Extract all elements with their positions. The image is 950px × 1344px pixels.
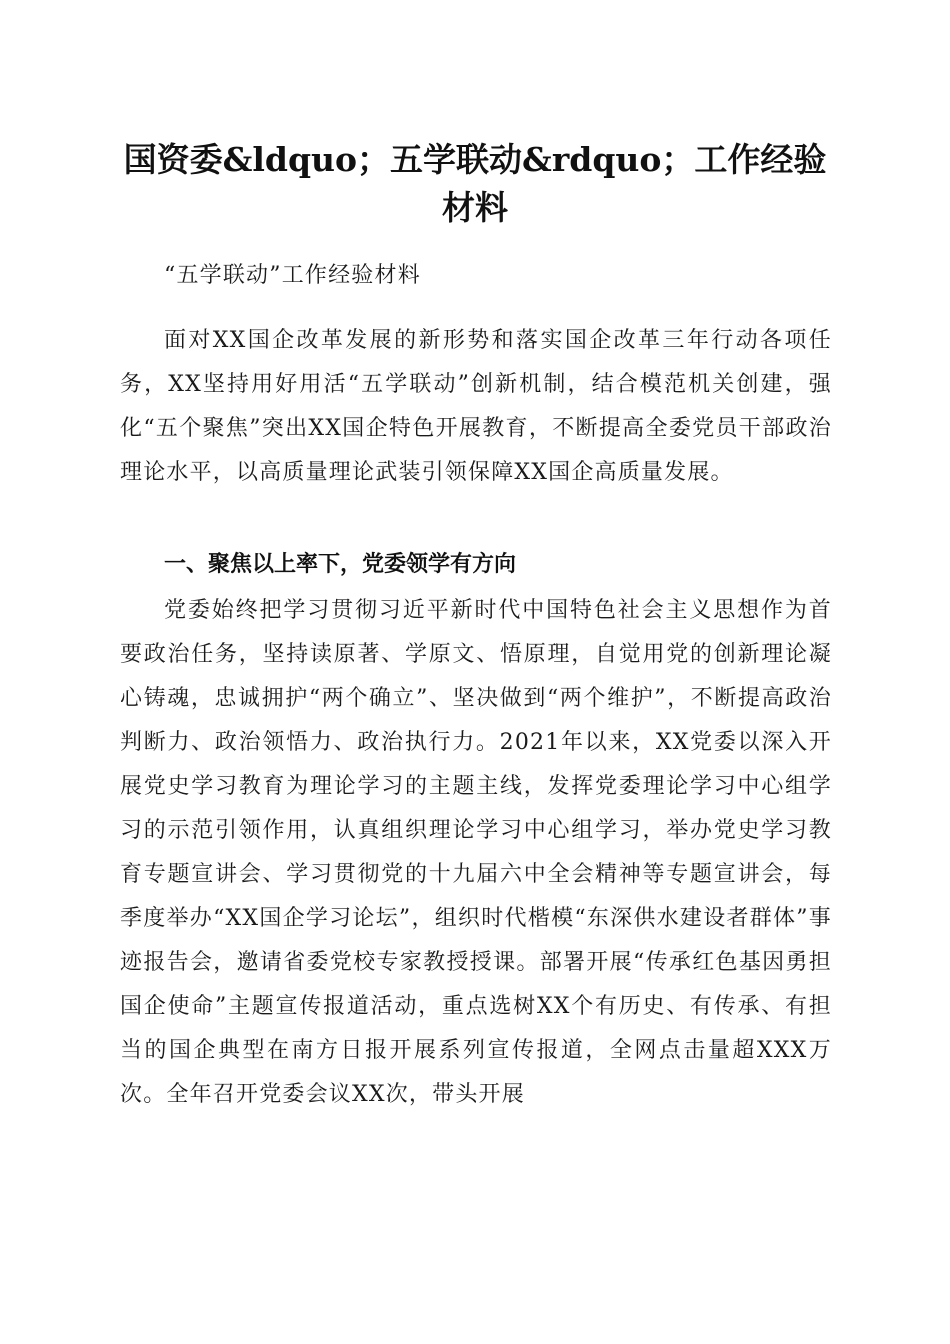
document-title-line-2: 材料: [442, 188, 508, 227]
paragraph-intro: 面对XX国企改革发展的新形势和落实国企改革三年行动各项任务，XX坚持用好用活“五学联动”创新机制，结合模范机关创建，强化“五个聚焦”突出XX国企特色开展教育，不断提高全委党员干部政治理论水平，以高质量理论武装引领保障XX国企高质量发展。: [120, 328, 832, 485]
section-heading-1: 一、聚焦以上率下，党委领学有方向: [164, 552, 517, 577]
document-title-line-1: 国资委&ldquo；五学联动&rdquo；工作经验: [123, 140, 827, 179]
document-subtitle: “五学联动”工作经验材料: [164, 263, 421, 288]
paragraph-section-1: 党委始终把学习贯彻习近平新时代中国特色社会主义思想作为首要政治任务，坚持读原著、学原文、悟原理，自觉用党的创新理论凝心铸魂，忠诚拥护“两个确立”、坚决做到“两个维护”，不断提高政治判断力、政治领悟力、政治执行力。2021年以来，XX党委以深入开展党史学习教育为理论学习的主题主线，发挥党委理论学习中心组学习的示范引领作用，认真组织理论学习中心组学习，举办党史学习教育专题宣讲会、学习贯彻党的十九届六中全会精神等专题宣讲会，每季度举办“XX国企学习论坛”，组织时代楷模“东深供水建设者群体”事迹报告会，邀请省委党校专家教授授课。部署开展“传承红色基因勇担国企使命”主题宣传报道活动，重点选树XX个有历史、有传承、有担当的国企典型在南方日报开展系列宣传报道，全网点击量超XXX万次。全年召开党委会议XX次，带头开展: [120, 598, 832, 1107]
